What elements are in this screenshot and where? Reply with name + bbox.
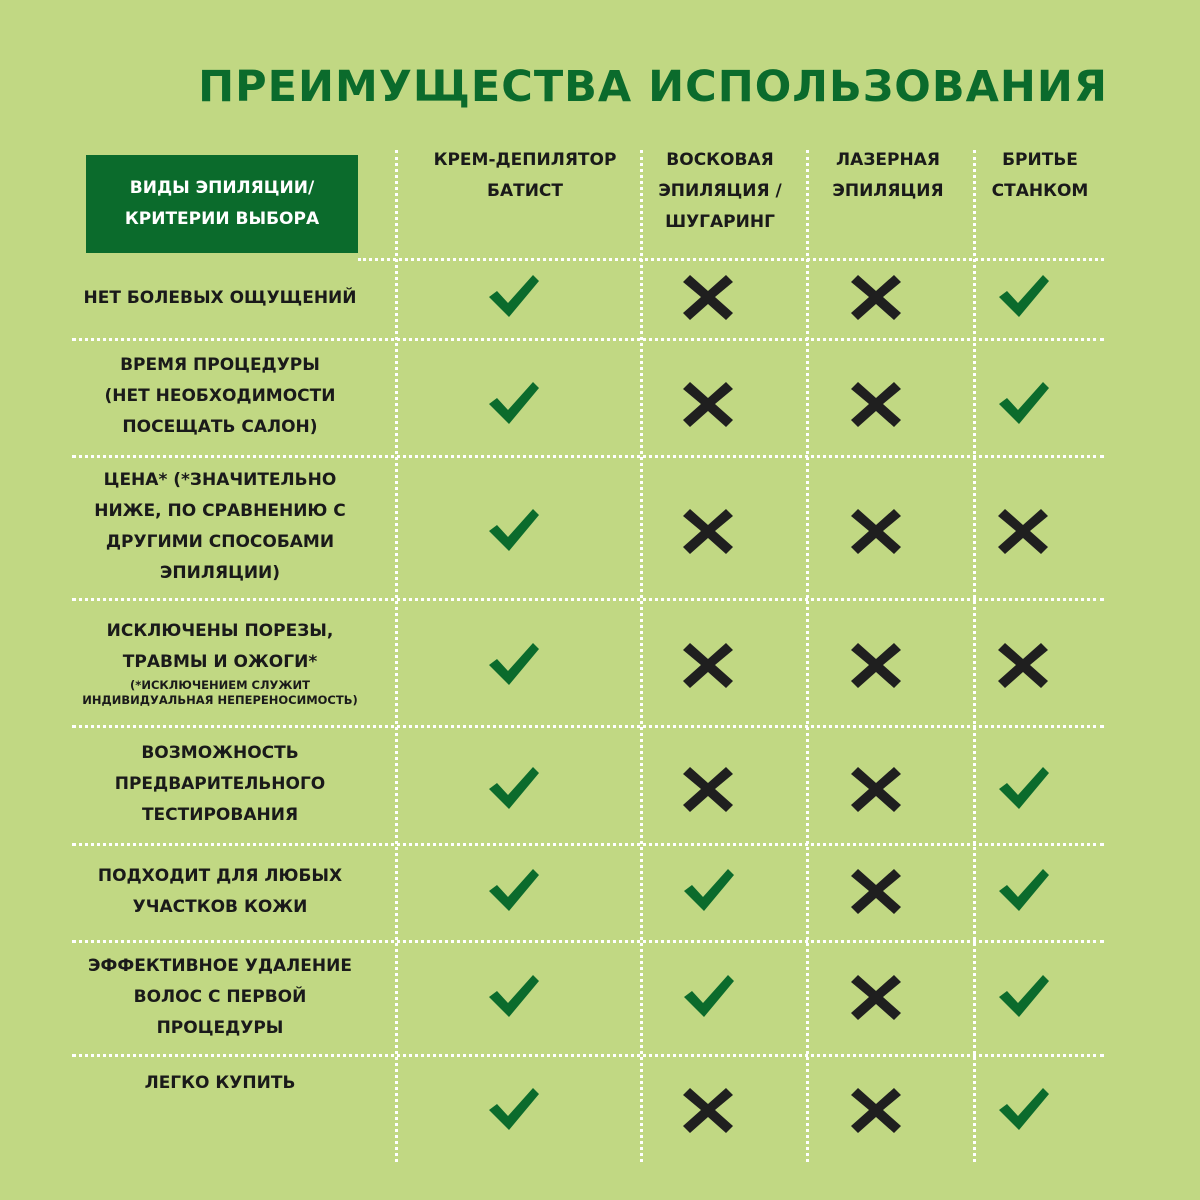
check-icon [483,861,543,921]
column-header: БРИТЬЕ СТАНКОМ [991,150,1089,201]
cross-icon [846,635,906,695]
check-icon [483,501,543,561]
cross-icon [846,267,906,327]
row-label [70,940,370,1054]
cross-icon [993,501,1053,561]
cross-icon [846,759,906,819]
row-label [70,455,370,598]
row-label [70,843,370,940]
cross-icon [846,861,906,921]
column-divider [973,150,976,1162]
row-label-text: ЭФФЕКТИВНОЕ УДАЛЕНИЕ ВОЛОС С ПЕРВОЙ ПРОЦЕДУРЫ [88,955,352,1038]
corner-header: ВИДЫ ЭПИЛЯЦИИ/ КРИТЕРИИ ВЫБОРА [86,155,358,253]
page-title: ПРЕИМУЩЕСТВА ИСПОЛЬЗОВАНИЯ [198,62,1108,112]
row-label [70,258,370,338]
row-label [70,338,370,455]
cross-icon [846,1080,906,1140]
check-icon [993,861,1053,921]
cross-icon [678,1080,738,1140]
column-divider [640,150,643,1162]
cross-icon [846,967,906,1027]
check-icon [993,1080,1053,1140]
row-label-text: ЛЕГКО КУПИТЬ [144,1073,296,1093]
cross-icon [993,635,1053,695]
cross-icon [678,759,738,819]
check-icon [483,759,543,819]
check-icon [993,759,1053,819]
row-label-text: ПОДХОДИТ ДЛЯ ЛЮБЫХ УЧАСТКОВ КОЖИ [97,865,343,917]
row-label-text: ВРЕМЯ ПРОЦЕДУРЫ (НЕТ НЕОБХОДИМОСТИ ПОСЕЩАТЬ САЛОН) [104,355,336,437]
column-header: ВОСКОВАЯ ЭПИЛЯЦИЯ / ШУГАРИНГ [658,150,782,232]
check-icon [483,267,543,327]
row-label [70,598,370,725]
cross-icon [846,374,906,434]
row-label [70,725,370,843]
check-icon [483,635,543,695]
check-icon [993,267,1053,327]
check-icon [483,967,543,1027]
check-icon [993,967,1053,1027]
column-divider [806,150,809,1162]
row-label-text: ВОЗМОЖНОСТЬ ПРЕДВАРИТЕЛЬНОГО ТЕСТИРОВАНИЯ [114,742,326,825]
check-icon [483,374,543,434]
row-label-text: НЕТ БОЛЕВЫХ ОЩУЩЕНИЙ [83,287,357,308]
row-label-text: ЦЕНА* (*ЗНАЧИТЕЛЬНО НИЖЕ, ПО СРАВНЕНИЮ С ДРУГИМИ СПОСОБАМИ ЭПИЛЯЦИИ) [94,469,346,583]
cross-icon [678,374,738,434]
column-header: КРЕМ-ДЕПИЛЯТОР БАТИСТ [433,150,617,201]
cross-icon [678,501,738,561]
check-icon [678,967,738,1027]
row-label-note: (*ИСКЛЮЧЕНИЕМ СЛУЖИТ ИНДИВИДУАЛЬНАЯ НЕПЕРЕНОСИМОСТЬ) [82,677,358,707]
check-icon [483,1080,543,1140]
column-divider [395,150,398,1162]
column-header: ЛАЗЕРНАЯ ЭПИЛЯЦИЯ [832,150,944,201]
row-label [70,1054,370,1162]
cross-icon [846,501,906,561]
row-divider [358,258,1104,261]
cross-icon [678,635,738,695]
cross-icon [678,267,738,327]
row-label-text: ИСКЛЮЧЕНЫ ПОРЕЗЫ, ТРАВМЫ И ОЖОГИ* [106,620,334,672]
check-icon [678,861,738,921]
check-icon [993,374,1053,434]
